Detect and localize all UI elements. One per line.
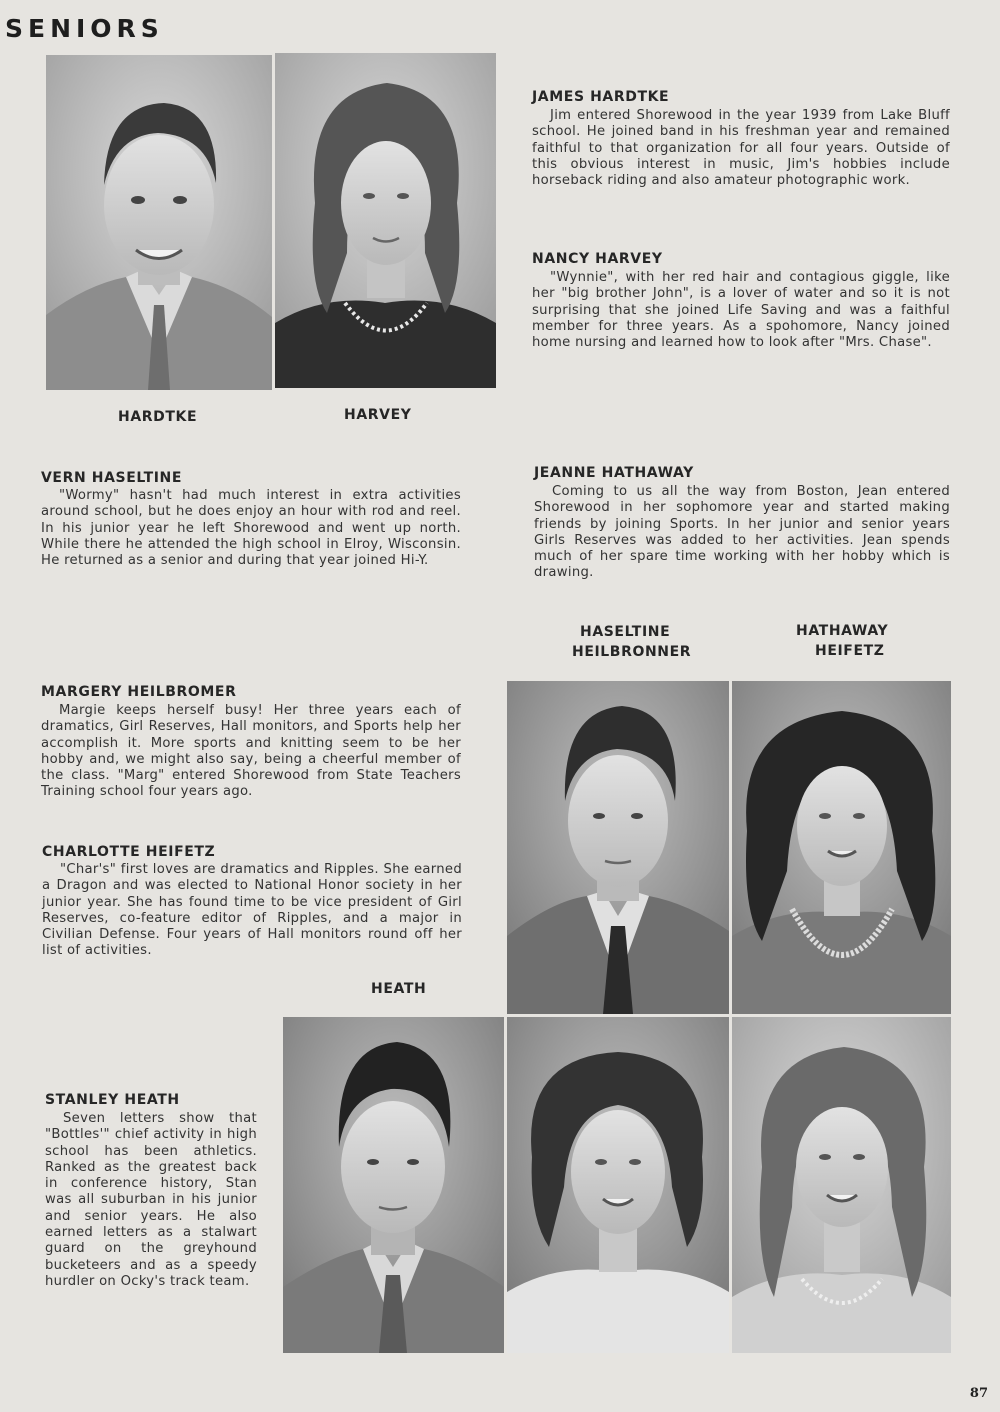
bio-stanley-heath: Seven letters show that "Bottles'" chief activity in high school has been athletics. Ranked as the greatest back in conference history, Stan was all suburban in his junior and senior years. He also earned letters as a stalwart guard on the greyhound bucketeers and as a speedy hurdler on Ocky's track team. [45, 1111, 257, 1289]
portrait-heath [283, 1017, 504, 1353]
section-heading: SENIORS [5, 14, 164, 43]
name-vern-haseltine: VERN HASELTINE [41, 470, 183, 486]
portrait-heifetz [732, 1017, 951, 1353]
portrait-haseltine [507, 681, 729, 1014]
caption-heifetz: HEIFETZ [815, 643, 885, 659]
name-james-hardtke: JAMES HARDTKE [532, 89, 670, 105]
name-stanley-heath: STANLEY HEATH [45, 1092, 180, 1108]
name-charlotte-heifetz: CHARLOTTE HEIFETZ [42, 844, 216, 860]
portrait-heilbronner [507, 1017, 729, 1353]
name-nancy-harvey: NANCY HARVEY [532, 251, 663, 267]
page-number: 87 [969, 1386, 988, 1401]
bio-charlotte-heifetz: "Char's" first loves are dramatics and Ripples. She earned a Dragon and was elected to National Honor society in her junior year. She has found time to be vice president of Girl Reserves, co-feature editor of Ripples, and a major in Civilian Defense. Four years of Hall monitors round off her list of activities. [42, 862, 462, 959]
bio-vern-haseltine: "Wormy" hasn't had much interest in extra activities around school, but he does enjoy an hour with rod and reel. In his junior year he left Shorewood and went up north. While there he attended the high school in Elroy, Wisconsin. He returned as a senior and during that year joined Hi-Y. [41, 488, 461, 569]
portrait-harvey [275, 53, 496, 388]
portrait-hardtke [46, 55, 272, 390]
bio-nancy-harvey: "Wynnie", with her red hair and contagious giggle, like her "big brother John", is a lover of water and so it is not surprising that she joined Life Saving and was a faithful member for three years. As a spohomore, Nancy joined home nursing and learned how to look after "Mrs. Chase". [532, 270, 950, 351]
caption-hardtke: HARDTKE [118, 409, 198, 425]
name-jeanne-hathaway: JEANNE HATHAWAY [534, 465, 694, 481]
caption-haseltine: HASELTINE [580, 624, 671, 640]
bio-jeanne-hathaway: Coming to us all the way from Boston, Jean entered Shorewood in her sophomore year and started making friends by joining Sports. In her junior and senior years Girls Reserves was added to her activities. Jean spends much of her spare time working with her hobby which is drawing. [534, 484, 950, 581]
caption-heath: HEATH [371, 981, 427, 997]
caption-hathaway: HATHAWAY [796, 623, 889, 639]
caption-heilbronner: HEILBRONNER [572, 644, 692, 660]
bio-margery-heilbromer: Margie keeps herself busy! Her three years each of dramatics, Girl Reserves, Hall monitors, and Sports help her accomplish it. More sports and knitting seem to be her hobby and, we might also say, being a cheerful member of the class. "Marg" entered Shorewood from State Teachers Training school four years ago. [41, 703, 461, 800]
bio-james-hardtke: Jim entered Shorewood in the year 1939 from Lake Bluff school. He joined band in his freshman year and remained faithful to that organization for all four years. Outside of this obvious interest in music, Jim's hobbies include horseback riding and also amateur photographic work. [532, 108, 950, 189]
caption-harvey: HARVEY [344, 407, 412, 423]
portrait-hathaway [732, 681, 951, 1014]
name-margery-heilbromer: MARGERY HEILBROMER [41, 684, 237, 700]
